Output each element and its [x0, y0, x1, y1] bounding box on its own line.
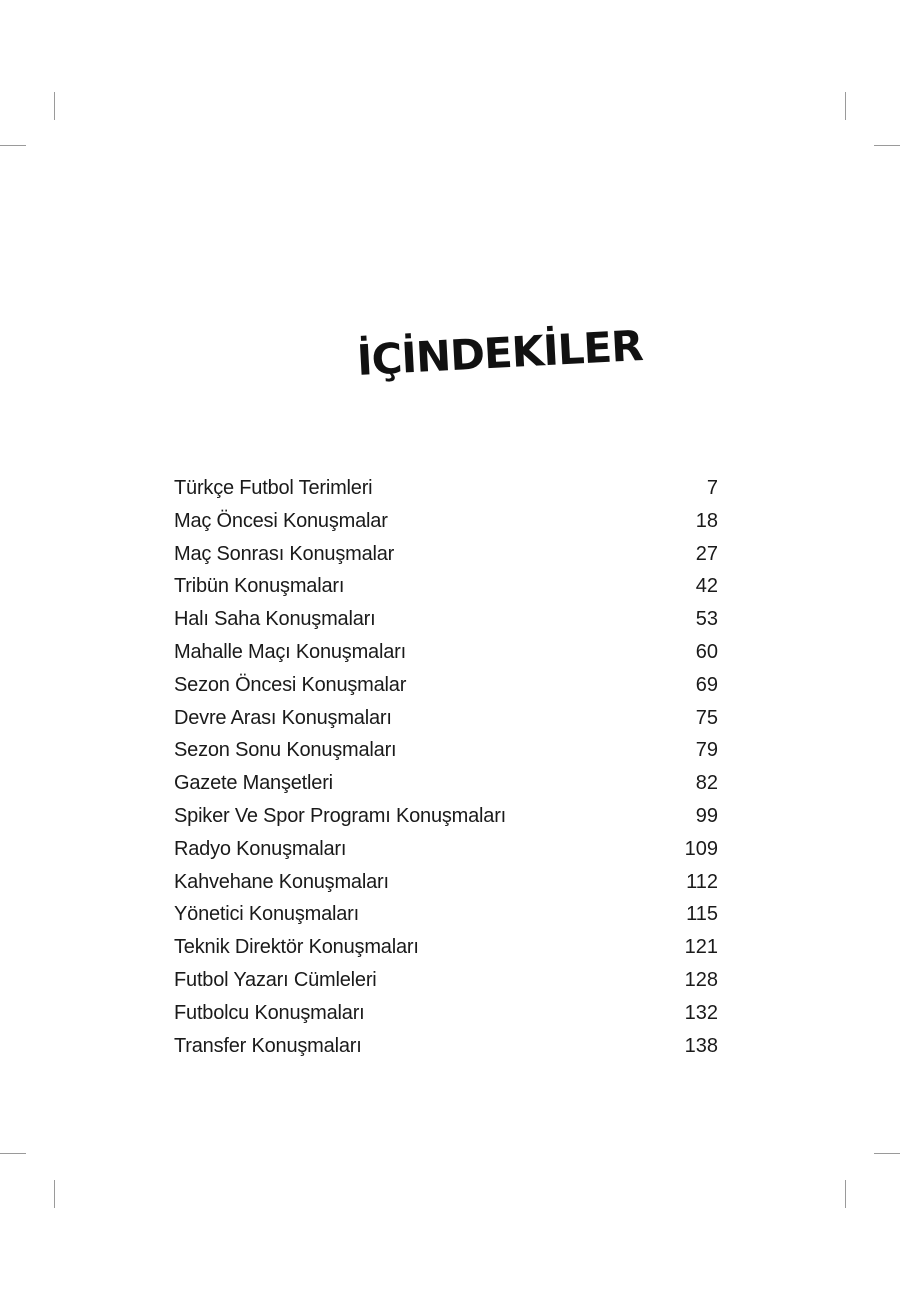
toc-entry-page-number: 60	[695, 640, 718, 663]
toc-entry-label: Devre Arası Konuşmaları	[174, 706, 392, 729]
toc-entry	[174, 570, 718, 603]
toc-entry-page-number: 75	[695, 706, 718, 729]
crop-mark-top-right-h	[874, 145, 900, 146]
toc-entry-page-number: 128	[684, 968, 718, 991]
table-of-contents	[174, 472, 718, 1062]
toc-entry-page-number: 18	[695, 509, 718, 532]
toc-entry-page-number: 99	[695, 804, 718, 827]
toc-entry-page-number: 109	[684, 837, 718, 860]
toc-entry-label: Halı Saha Konuşmaları	[174, 608, 376, 631]
crop-mark-bottom-right-h	[874, 1153, 900, 1154]
toc-entry-page-number: 69	[695, 673, 718, 696]
toc-entry-label: Spiker Ve Spor Programı Konuşmaları	[174, 804, 507, 827]
toc-entry-page-number: 138	[684, 1034, 718, 1057]
toc-entry	[174, 603, 718, 636]
toc-entry	[174, 997, 718, 1030]
toc-entry	[174, 898, 718, 931]
crop-mark-bottom-left	[54, 1180, 55, 1208]
toc-entry-label: Kahvehane Konuşmaları	[174, 870, 389, 893]
toc-entry-label: Radyo Konuşmaları	[174, 837, 347, 860]
crop-mark-top-left	[54, 92, 55, 120]
toc-entry-label: Futbol Yazarı Cümleleri	[174, 968, 377, 991]
toc-entry	[174, 833, 718, 866]
toc-entry	[174, 767, 718, 800]
toc-entry-page-number: 53	[695, 608, 718, 631]
toc-entry	[174, 702, 718, 735]
toc-entry	[174, 800, 718, 833]
toc-entry-label: Maç Öncesi Konuşmalar	[174, 509, 388, 532]
toc-entry	[174, 505, 718, 538]
crop-mark-bottom-left-h	[0, 1153, 26, 1154]
toc-entry	[174, 931, 718, 964]
crop-mark-top-right	[845, 92, 846, 120]
toc-entry-label: Yönetici Konuşmaları	[174, 903, 359, 926]
toc-entry-label: Maç Sonrası Konuşmalar	[174, 542, 395, 565]
toc-entry	[174, 866, 718, 899]
toc-entry-page-number: 42	[695, 575, 718, 598]
toc-entry-page-number: 79	[695, 739, 718, 762]
page-title: İÇİNDEKİLER	[355, 321, 644, 385]
toc-entry-label: Türkçe Futbol Terimleri	[174, 477, 373, 499]
toc-entry-page-number: 132	[684, 1001, 718, 1024]
toc-entry	[174, 636, 718, 669]
toc-entry-page-number: 115	[686, 903, 718, 926]
toc-entry-label: Sezon Öncesi Konuşmalar	[174, 673, 407, 696]
toc-entry	[174, 1030, 718, 1063]
toc-entry	[174, 538, 718, 571]
toc-entry-label: Gazete Manşetleri	[174, 772, 333, 795]
toc-entry	[174, 734, 718, 767]
toc-entry-label: Transfer Konuşmaları	[174, 1034, 362, 1057]
toc-entry-page-number: 27	[695, 542, 718, 565]
toc-entry-page-number: 82	[695, 772, 718, 795]
toc-entry	[174, 964, 718, 997]
toc-entry	[174, 669, 718, 702]
crop-mark-bottom-right	[845, 1180, 846, 1208]
toc-entry	[174, 472, 718, 505]
toc-entry-label: Futbolcu Konuşmaları	[174, 1001, 365, 1024]
toc-entry-page-number: 112	[686, 870, 718, 893]
toc-entry-page-number: 121	[684, 936, 718, 959]
crop-mark-top-left-h	[0, 145, 26, 146]
toc-entry-label: Tribün Konuşmaları	[174, 575, 345, 598]
toc-entry-label: Mahalle Maçı Konuşmaları	[174, 640, 406, 663]
toc-entry-page-number: 7	[706, 477, 718, 499]
toc-entry-label: Sezon Sonu Konuşmaları	[174, 739, 397, 762]
toc-entry-label: Teknik Direktör Konuşmaları	[174, 936, 419, 959]
